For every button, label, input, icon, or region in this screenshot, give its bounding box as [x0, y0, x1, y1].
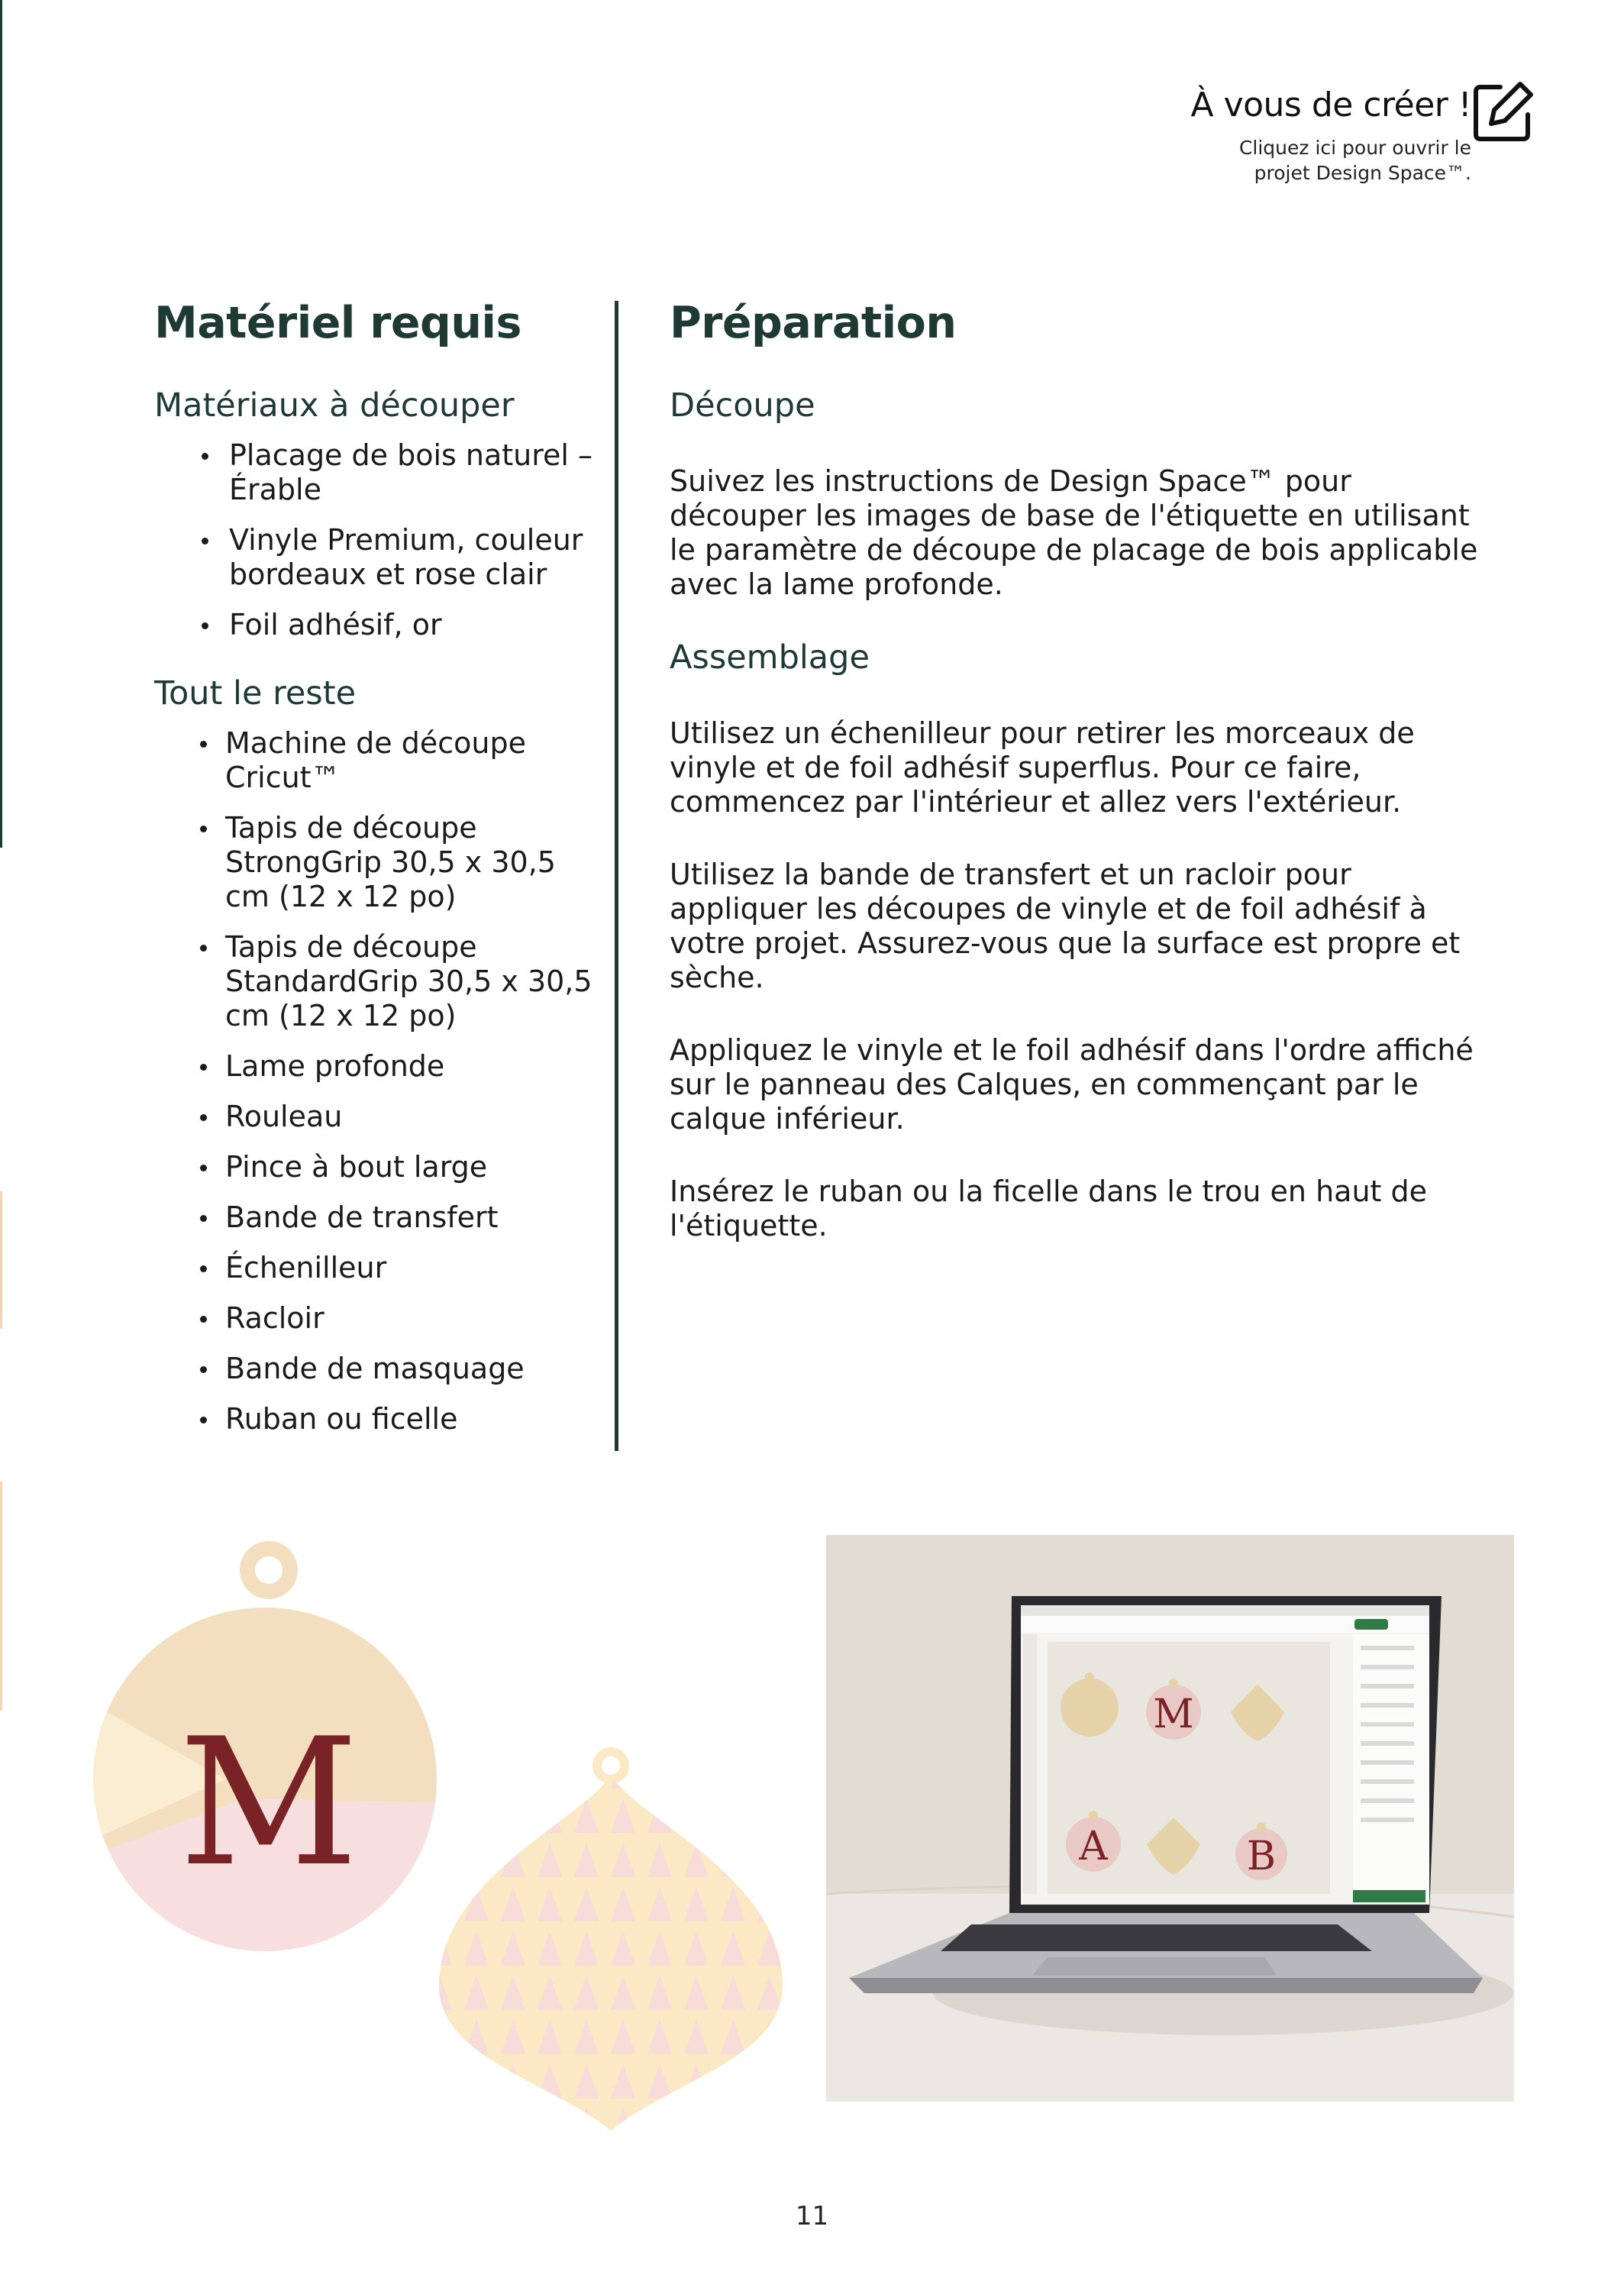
list-item: Vinyle Premium, couleur bordeaux et rose clair [154, 523, 605, 592]
list-item: Échenilleur [154, 1251, 605, 1285]
cut-step-text: Suivez les instructions de Design Space™ pour découper les images de base de l'étiquette en utilisant le paramètre de découpe de placage de bois applicable avec la lame profonde. [670, 464, 1478, 601]
cut-materials-list [154, 438, 605, 642]
laptop-photo [826, 1535, 1514, 2102]
assembly-paragraph: Utilisez la bande de transfert et un racloir pour appliquer les découpes de vinyle et de foil adhésif à votre projet. Assurez-vous que la surface est propre et sèche. [670, 858, 1461, 994]
cta-subtitle [1191, 135, 1472, 186]
list-item: Tapis de découpe StrongGrip 30,5 x 30,5 cm (12 x 12 po) [154, 811, 605, 914]
ornament-letter: M [179, 1701, 359, 1905]
screen-letter-b: B [1246, 1834, 1277, 1879]
letter-ornament-m [92, 1541, 443, 1955]
cta-title: À vous de créer ! [1190, 86, 1471, 124]
page-edge-accent-mid [0, 1191, 2, 1329]
list-item: Racloir [154, 1301, 605, 1336]
list-item: Pince à bout large [154, 1150, 605, 1184]
cta-subtitle-line2: projet Design Space™. [1254, 162, 1471, 184]
materials-heading: Matériel requis [154, 298, 521, 348]
screen-letter-a: A [1079, 1824, 1108, 1869]
list-item: Machine de découpe Cricut™ [154, 726, 605, 795]
screen-letter-m: M [1153, 1692, 1194, 1737]
other-materials-list [154, 726, 605, 1436]
preparation-column [670, 298, 1479, 1243]
page-edge-accent-low [0, 1482, 2, 1711]
preparation-heading: Préparation [670, 298, 957, 348]
list-item: Rouleau [154, 1100, 605, 1134]
page-edge-accent-top [0, 0, 2, 848]
assembly-paragraph: Insérez le ruban ou la ficelle dans le trou en haut de l'étiquette. [670, 1175, 1428, 1242]
list-item: Placage de bois naturel – Érable [154, 438, 605, 507]
assembly-paragraph: Utilisez un échenilleur pour retirer les morceaux de vinyle et de foil adhésif superflus. Pour ce faire, commencez par l'intérieur et allez vers l'extérieur. [670, 716, 1415, 819]
list-item: Bande de transfert [154, 1200, 605, 1235]
cut-materials-title: Matériaux à découper [154, 386, 515, 425]
other-materials-title: Tout le reste [154, 674, 357, 713]
column-divider [615, 301, 618, 1451]
open-project-link[interactable] [1191, 86, 1472, 186]
assembly-step-title: Assemblage [670, 638, 870, 677]
list-item: Foil adhésif, or [154, 608, 605, 642]
list-item: Ruban ou ficelle [154, 1402, 605, 1436]
list-item: Bande de masquage [154, 1352, 605, 1386]
assembly-paragraph: Appliquez le vinyle et le foil adhésif dans l'ordre affiché sur le panneau des Calques, en commençant par le calque inférieur. [670, 1033, 1474, 1136]
materials-column [154, 298, 605, 1452]
patterned-ornament [428, 1747, 794, 2131]
list-item: Tapis de découpe StandardGrip 30,5 x 30,5 cm (12 x 12 po) [154, 930, 605, 1033]
cta-subtitle-line1: Cliquez ici pour ouvrir le [1238, 137, 1471, 159]
page-number: 11 [795, 2201, 829, 2231]
cut-step-title: Découpe [670, 386, 815, 425]
list-item: Lame profonde [154, 1049, 605, 1084]
ornament-illustration [92, 1527, 794, 2131]
edit-icon[interactable] [1470, 79, 1535, 145]
